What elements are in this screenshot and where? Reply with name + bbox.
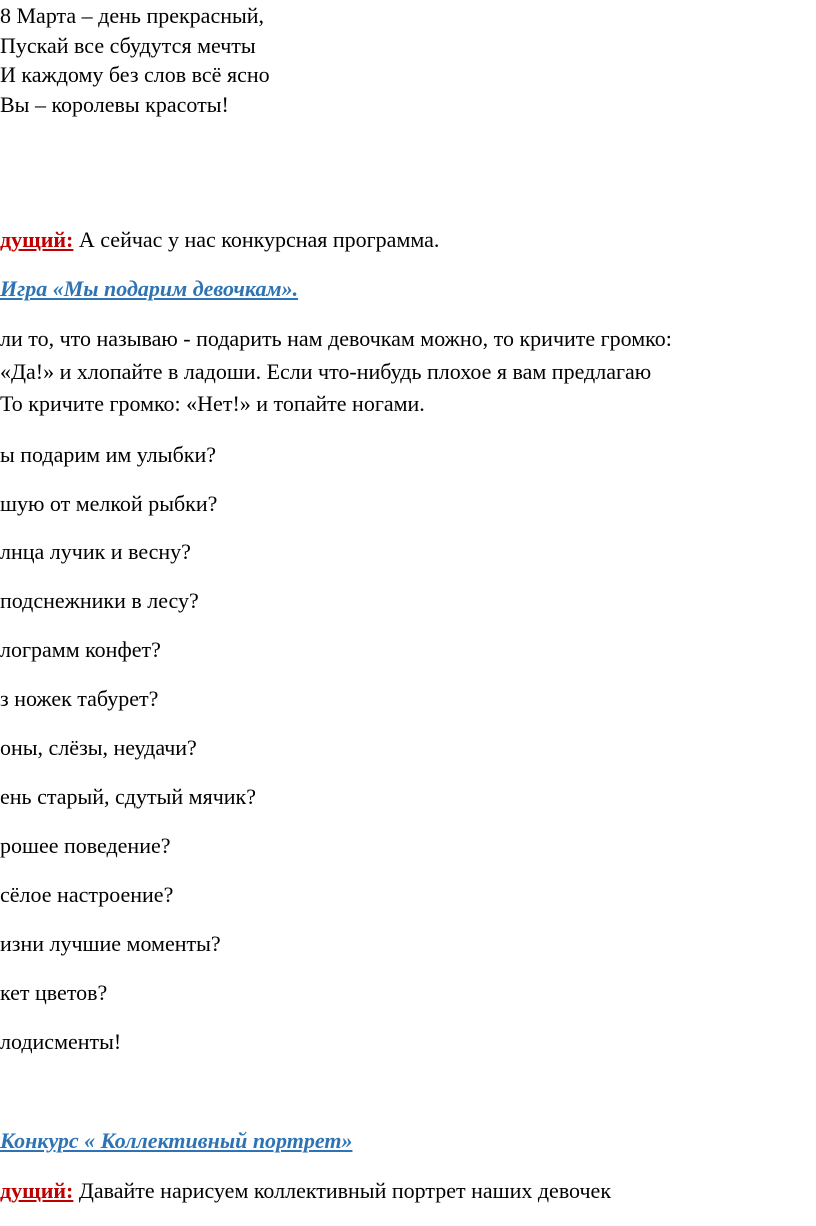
speaker-label: дущий: bbox=[0, 227, 74, 252]
poem-line-4: Вы – королевы красоты! bbox=[0, 92, 229, 117]
question-item: лодисменты! bbox=[0, 1029, 122, 1054]
intro-paragraph bbox=[0, 227, 439, 253]
poem-line-3: И каждому без слов всё ясно bbox=[0, 62, 270, 87]
contest-title: Конкурс « Коллективный портрет» bbox=[0, 1128, 353, 1153]
outro-text: Давайте нарисуем коллективный портрет наших девочек bbox=[73, 1178, 612, 1203]
question-item: лнца лучик и весну? bbox=[0, 539, 191, 564]
question-item: ы подарим им улыбки? bbox=[0, 442, 216, 467]
intro-text: А сейчас у нас конкурсная программа. bbox=[73, 227, 440, 252]
game-title: Игра «Мы подарим девочкам». bbox=[0, 276, 299, 301]
question-item: подснежники в лесу? bbox=[0, 588, 199, 613]
question-item: шую от мелкой рыбки? bbox=[0, 491, 218, 516]
speaker-label: дущий: bbox=[0, 1178, 74, 1203]
rules-line-2: «Да!» и хлопайте в ладоши. Если что-нибудь плохое я вам предлагаю bbox=[0, 359, 652, 384]
question-item: кет цветов? bbox=[0, 980, 108, 1005]
question-item: з ножек табурет? bbox=[0, 686, 159, 711]
question-item: ень старый, сдутый мячик? bbox=[0, 784, 256, 809]
question-item: сёлое настроение? bbox=[0, 882, 174, 907]
outro-paragraph bbox=[0, 1178, 611, 1204]
poem-line-2: Пускай все сбудутся мечты bbox=[0, 33, 256, 58]
rules-line-3: То кричите громко: «Нет!» и топайте ногами. bbox=[0, 391, 425, 416]
question-item: рошее поведение? bbox=[0, 833, 171, 858]
question-item: изни лучшие моменты? bbox=[0, 931, 221, 956]
question-item: лограмм конфет? bbox=[0, 637, 161, 662]
question-item: оны, слёзы, неудачи? bbox=[0, 735, 197, 760]
rules-line-1: ли то, что называю - подарить нам девочкам можно, то кричите громко: bbox=[0, 326, 672, 351]
poem-line-1: 8 Марта – день прекрасный, bbox=[0, 3, 265, 28]
